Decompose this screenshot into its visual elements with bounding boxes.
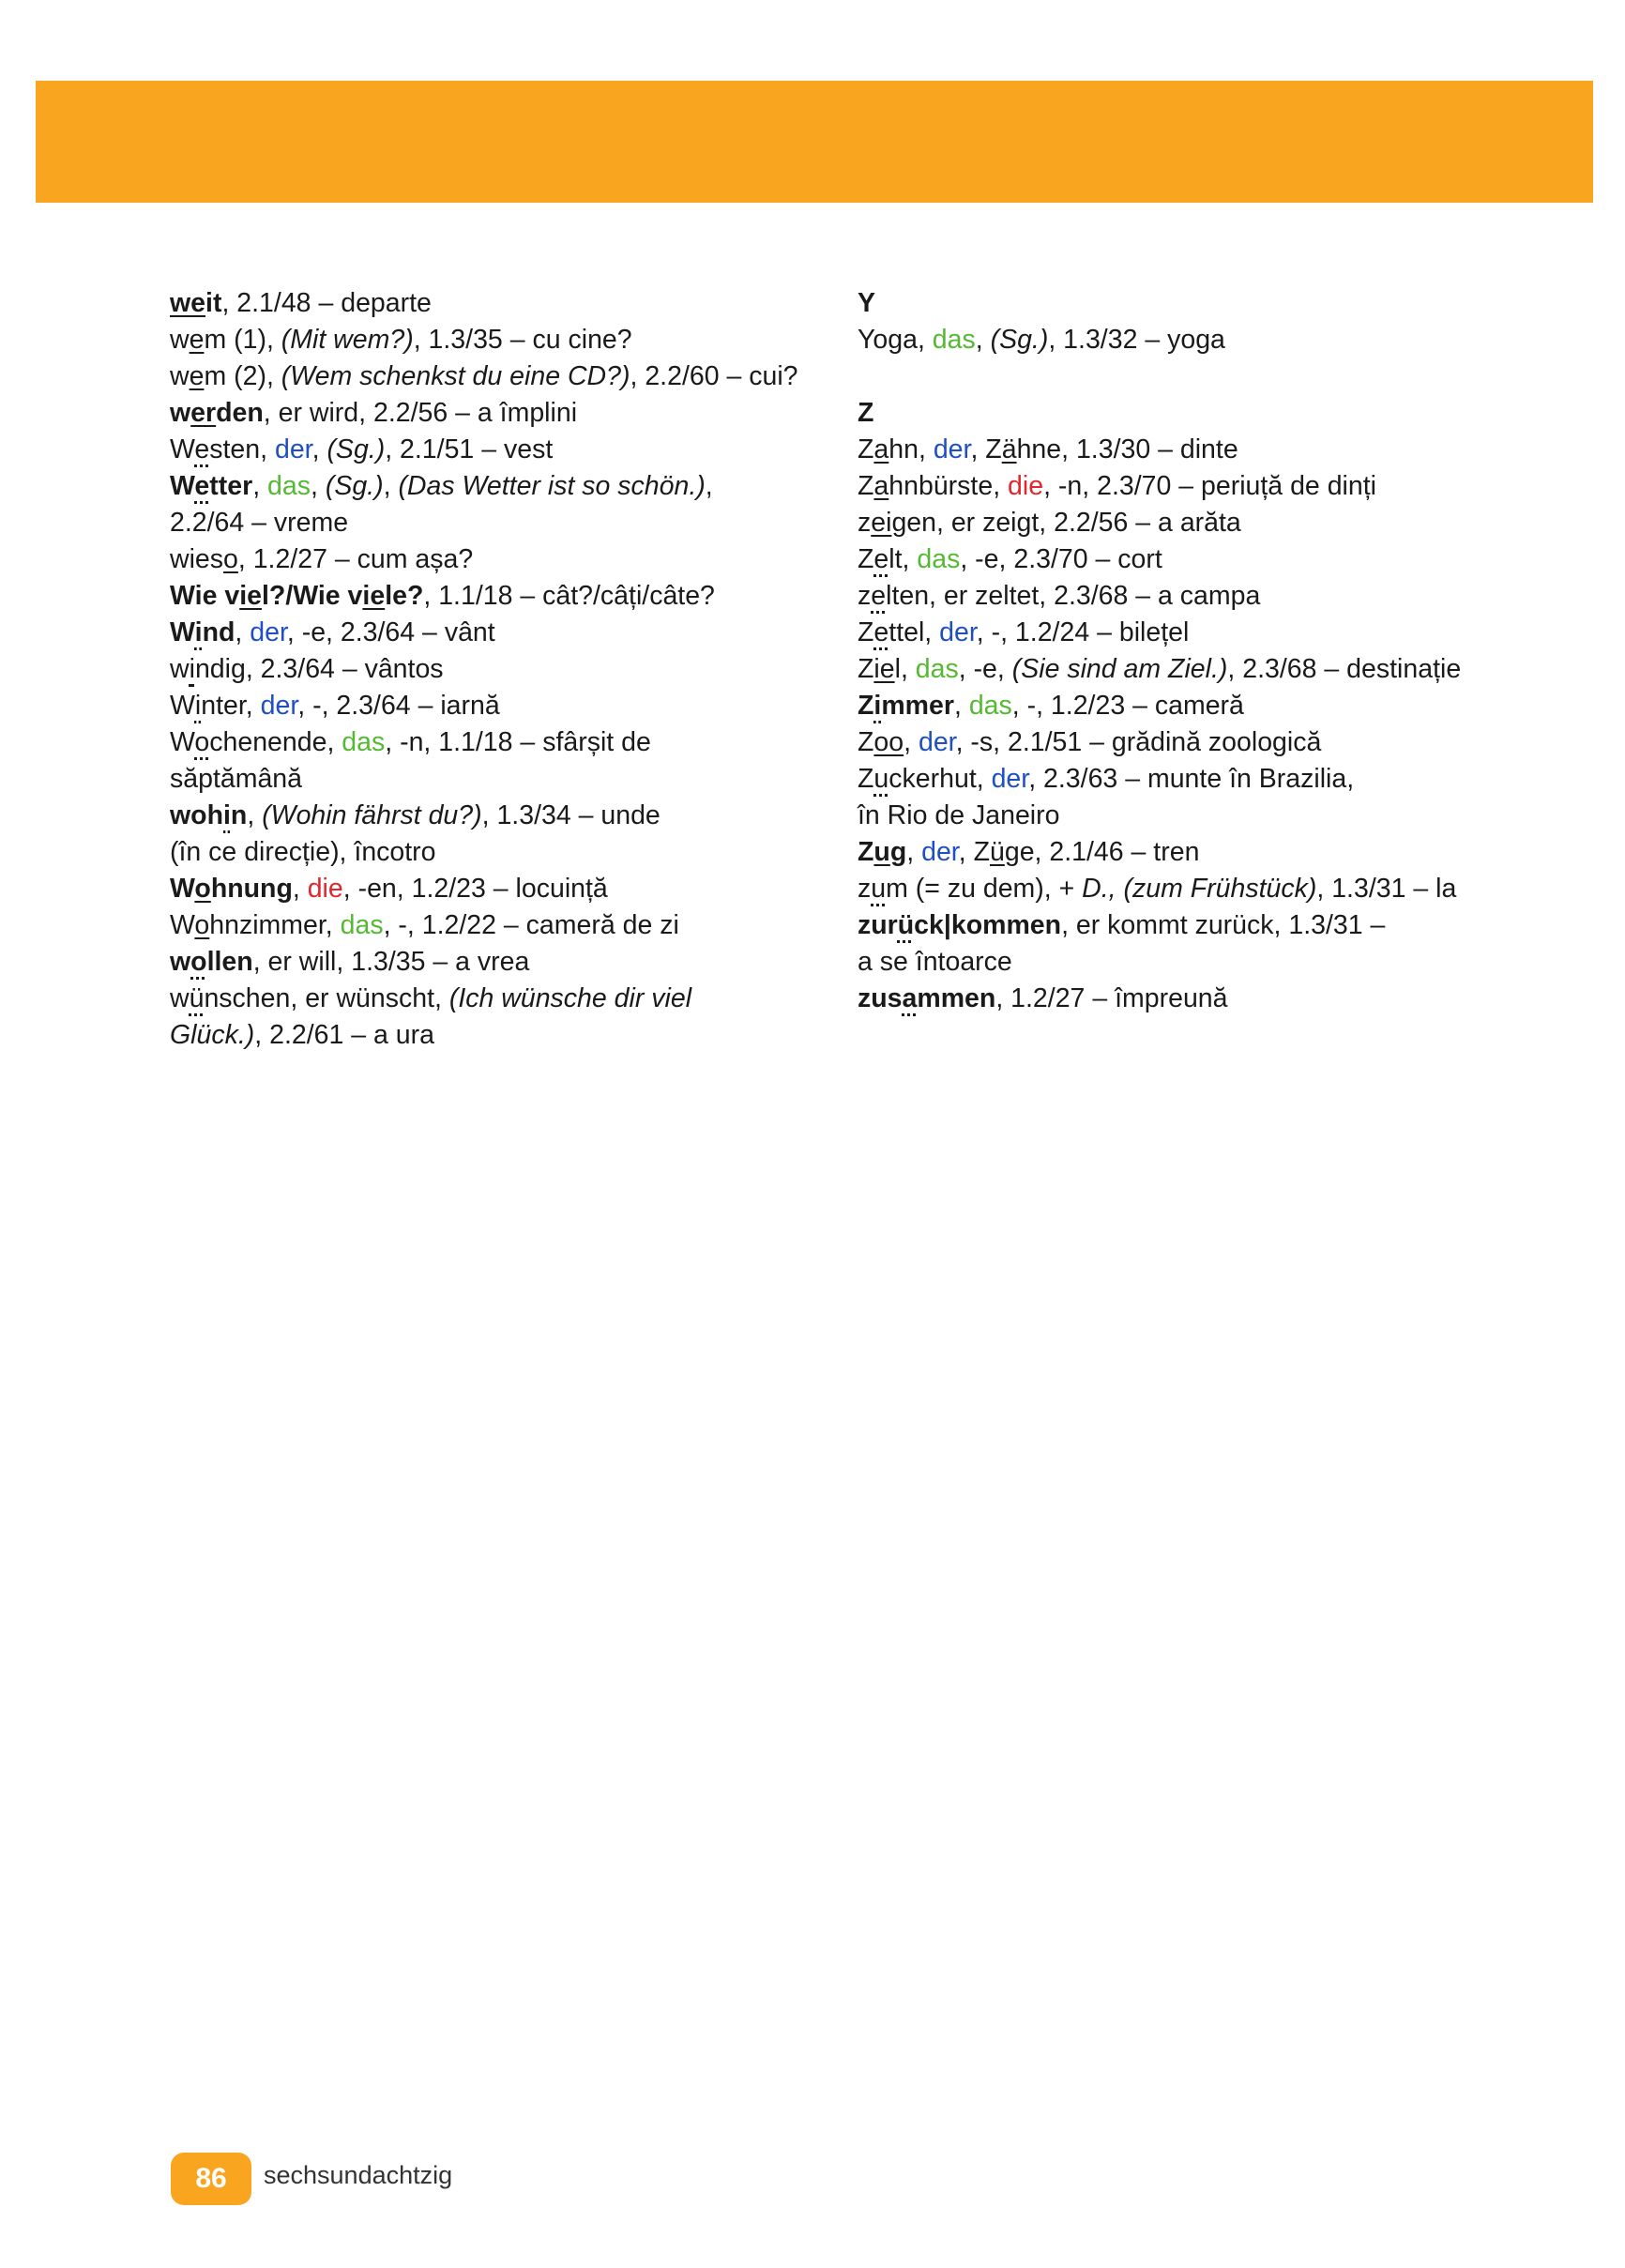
entry-text: , 2.2/61 – a ura	[254, 1020, 434, 1050]
headword-part: e	[194, 434, 210, 464]
entry-wohin	[170, 798, 827, 834]
entry-wuenschen	[170, 981, 827, 1017]
example-text: (Ich wünsche dir viel	[448, 983, 692, 1013]
entry-continuation	[170, 834, 827, 871]
headword-part: W	[170, 727, 195, 757]
entry-text: , 2.3/68 – destinație	[1227, 654, 1462, 684]
entry-text: lten, er zeltet, 2.3/68 – a campa	[886, 581, 1261, 611]
entry-text: , Z	[970, 434, 1002, 464]
section-letter: Y	[858, 288, 876, 318]
headword-part: a	[873, 434, 889, 464]
entry-text: ,	[235, 617, 251, 647]
headword-part: o	[190, 947, 207, 977]
headword-part: Z	[858, 434, 874, 464]
article-das: das	[267, 471, 311, 501]
headword-part: ü	[897, 910, 915, 940]
headword-part: W	[170, 910, 195, 940]
example-text: (Wem schenkst du eine CD?)	[281, 361, 630, 391]
headword-part: ckerhut,	[888, 764, 992, 794]
article-das: das	[915, 654, 959, 684]
entry-wetter	[170, 468, 827, 505]
entry-wem-1	[170, 322, 827, 358]
entry-wem-2	[170, 358, 827, 395]
entry-text: nschen, er wünscht,	[204, 983, 449, 1013]
entry-text: , Z	[958, 837, 990, 867]
article-das: das	[917, 544, 961, 574]
headword-part: tter	[209, 471, 253, 501]
headword-part: w	[170, 398, 191, 428]
headword-part: Z	[858, 691, 874, 721]
entry-text: , -n, 1.1/18 – sfârșit de	[385, 727, 651, 757]
headword	[858, 837, 906, 867]
headword-part: i	[194, 617, 203, 647]
entry-zuckerhut	[858, 761, 1571, 798]
article-der: der	[921, 837, 959, 867]
headword-part: wies	[170, 544, 224, 574]
entry-text: , 1.2/27 – împreună	[995, 983, 1228, 1013]
entry-text: , 2.1/48 – departe	[221, 288, 432, 318]
headword	[170, 398, 264, 428]
headword-part: o	[194, 874, 211, 904]
headword	[858, 910, 1061, 940]
headword-part: z	[858, 508, 872, 538]
headword-part: W	[170, 874, 195, 904]
article-der: der	[991, 764, 1029, 794]
article-das: das	[932, 325, 976, 355]
entry-weit	[170, 285, 827, 322]
entry-continuation	[170, 1017, 827, 1054]
entry-wie-viel	[170, 578, 827, 615]
headword-part: Z	[858, 764, 874, 794]
headword-part: nd	[202, 617, 235, 647]
article-der: der	[260, 691, 298, 721]
headword-part: e	[871, 581, 887, 611]
headword	[170, 288, 213, 318]
entry-ziel	[858, 651, 1571, 688]
entry-text: a se întoarce	[858, 947, 1012, 977]
entry-text: gen, er zeigt, 2.2/56 – a arăta	[891, 508, 1241, 538]
entry-text: ,	[904, 727, 919, 757]
entry-text: ä	[1001, 434, 1017, 464]
entry-zahn	[858, 432, 1571, 468]
entry-werden	[170, 395, 827, 432]
entry-text: , er kommt zurück, 1.3/31 –	[1061, 910, 1386, 940]
headword-part: l?/Wie v	[261, 581, 363, 611]
headword	[858, 691, 954, 721]
entry-text: , 2.3/63 – munte în Brazilia,	[1028, 764, 1355, 794]
entry-text: săptămână	[170, 764, 303, 794]
entry-continuation	[858, 798, 1571, 834]
page-number-word: sechsundachtzig	[264, 2161, 453, 2189]
headword-part: Z	[858, 544, 874, 574]
entry-zelten	[858, 578, 1571, 615]
entry-zettel	[858, 615, 1571, 651]
entry-yoga	[858, 322, 1571, 358]
example-text: (Sg.)	[325, 471, 384, 501]
entry-text: m (= zu dem), +	[886, 874, 1083, 904]
entry-text: , -n, 2.3/70 – periuță de dinți	[1043, 471, 1376, 501]
headword-part: Z	[858, 617, 874, 647]
headword-part: mmer	[881, 691, 954, 721]
entry-text: hne, 1.3/30 – dinte	[1016, 434, 1238, 464]
headword-part: llen	[206, 947, 253, 977]
headword-part: g	[889, 837, 907, 867]
entry-continuation	[170, 761, 827, 798]
headword-part: Z	[858, 654, 874, 684]
entry-text: ,	[247, 800, 263, 830]
headword-part: t	[212, 288, 222, 318]
headword-part: ei	[871, 508, 892, 538]
headword-part: w	[170, 654, 190, 684]
headword-part: woh	[170, 800, 223, 830]
headword-part: z	[858, 581, 872, 611]
entry-text: , 1.1/18 – cât?/câți/câte?	[423, 581, 715, 611]
headword-part: ie	[239, 581, 262, 611]
headword-part: Z	[858, 727, 874, 757]
headword-part: ie	[362, 581, 386, 611]
headword-part: ttel,	[888, 617, 940, 647]
entry-text: , er wird, 2.2/56 – a împlini	[263, 398, 578, 428]
headword-part: W	[170, 617, 195, 647]
entry-text: , 1.3/35 – cu cine?	[413, 325, 632, 355]
headword	[170, 471, 252, 501]
headword-part: i	[189, 654, 195, 684]
article-der: der	[939, 617, 977, 647]
headword-part: u	[873, 764, 889, 794]
headword-part: hnung	[210, 874, 293, 904]
entry-text: ,	[953, 691, 969, 721]
article-das: das	[340, 910, 384, 940]
dictionary-column-right	[858, 285, 1571, 1017]
headword	[170, 874, 293, 904]
letter-heading-z	[858, 395, 1571, 432]
entry-text: ,	[975, 325, 991, 355]
example-text: (Sg.)	[327, 434, 386, 464]
headword-part: hn,	[888, 434, 934, 464]
entry-text: , -en, 1.2/23 – locuință	[342, 874, 608, 904]
article-der: der	[250, 617, 287, 647]
headword-part: Z	[858, 471, 874, 501]
entry-text: ,	[383, 471, 399, 501]
headword-part: u	[873, 837, 890, 867]
entry-zeigen	[858, 505, 1571, 541]
headword-part: oo	[873, 727, 904, 757]
entry-continuation	[858, 944, 1571, 981]
headword-part: Wie v	[170, 581, 240, 611]
example-text: Glück.)	[170, 1020, 255, 1050]
entry-text: , 1.2/27 – cum așa?	[237, 544, 474, 574]
headword-part: le?	[385, 581, 424, 611]
entry-zelt	[858, 541, 1571, 578]
article-das: das	[968, 691, 1012, 721]
example-text: (Das Wetter ist so schön.)	[398, 471, 706, 501]
headword-part: sten,	[209, 434, 275, 464]
entry-text: m (2),	[204, 361, 281, 391]
entry-text: , -, 1.2/22 – cameră de zi	[383, 910, 679, 940]
example-text: (Sie sind am Ziel.)	[1011, 654, 1228, 684]
entry-zusammen	[858, 981, 1571, 1017]
headword	[170, 581, 423, 611]
entry-zug	[858, 834, 1571, 871]
headword-part: er	[190, 398, 217, 428]
entry-text: , er will, 1.3/35 – a vrea	[252, 947, 530, 977]
entry-text: , -, 1.2/23 – cameră	[1011, 691, 1244, 721]
headword	[170, 617, 235, 647]
entry-wieso	[170, 541, 827, 578]
headword	[858, 983, 995, 1013]
entry-winter	[170, 688, 827, 724]
entry-text: ndig, 2.3/64 – vântos	[194, 654, 444, 684]
headword-part: Yoga,	[858, 325, 933, 355]
example-text: (Sg.)	[990, 325, 1049, 355]
headword-part: o	[194, 910, 210, 940]
headword-part: mmen	[917, 983, 996, 1013]
entry-text: , 1.3/32 – yoga	[1048, 325, 1225, 355]
headword-part: e	[189, 361, 205, 391]
headword-part: w	[170, 947, 191, 977]
headword-part: n	[230, 800, 248, 830]
entry-westen	[170, 432, 827, 468]
headword-part: i	[223, 800, 231, 830]
entry-text: , -, 2.3/64 – iarnă	[297, 691, 500, 721]
example-text: D., (zum Frühstück)	[1082, 874, 1317, 904]
page-number-badge: 86	[171, 2153, 251, 2205]
entry-zoo	[858, 724, 1571, 761]
entry-text: în Rio de Janeiro	[858, 800, 1060, 830]
headword-part: hnbürste,	[888, 471, 1009, 501]
headword-part: W	[170, 471, 195, 501]
headword-part: i	[205, 288, 213, 318]
headword-part: we	[170, 288, 206, 318]
article-der: der	[918, 727, 956, 757]
entry-text: , 1.3/31 – la	[1316, 874, 1457, 904]
entry-text: ,	[906, 837, 922, 867]
headword-part: e	[873, 544, 889, 574]
entry-text: ,	[311, 434, 327, 464]
entry-zum	[858, 871, 1571, 907]
entry-text: ge, 2.1/46 – tren	[1004, 837, 1200, 867]
entry-text: , 2.1/51 – vest	[385, 434, 554, 464]
entry-zimmer	[858, 688, 1571, 724]
entry-zurueckkommen	[858, 907, 1571, 944]
entry-text: , 1.3/34 – unde	[481, 800, 661, 830]
entry-text: ,	[705, 471, 713, 501]
headword-part: lt,	[888, 544, 918, 574]
headword-part: z	[858, 874, 872, 904]
header-banner	[36, 81, 1593, 203]
headword-part: hnzimmer,	[209, 910, 341, 940]
headword-part: W	[170, 434, 195, 464]
section-letter: Z	[858, 398, 874, 428]
article-die: die	[307, 874, 343, 904]
entry-text: ü	[989, 837, 1005, 867]
entry-text: ,	[310, 471, 326, 501]
headword-part: ie	[873, 654, 895, 684]
entry-text: , -, 1.2/24 – bilețel	[976, 617, 1190, 647]
headword-part: u	[871, 874, 887, 904]
headword-part: o	[223, 544, 238, 574]
entry-wohnung	[170, 871, 827, 907]
headword	[170, 800, 247, 830]
entry-wind	[170, 615, 827, 651]
headword-part: e	[194, 471, 210, 501]
article-der: der	[274, 434, 312, 464]
article-der: der	[933, 434, 971, 464]
spacer	[858, 358, 1571, 395]
entry-text: , -e, 2.3/70 – cort	[960, 544, 1162, 574]
entry-text: , 2.2/60 – cui?	[630, 361, 798, 391]
headword-part: o	[194, 727, 210, 757]
headword-part: W	[170, 691, 195, 721]
article-das: das	[342, 727, 386, 757]
headword-part: w	[170, 983, 190, 1013]
entry-text: , -e, 2.3/64 – vânt	[286, 617, 495, 647]
entry-text: , -s, 2.1/51 – grădină zoologică	[955, 727, 1322, 757]
headword-part: zus	[858, 983, 903, 1013]
headword	[170, 947, 253, 977]
entry-text: , -e,	[958, 654, 1012, 684]
entry-wochenende	[170, 724, 827, 761]
headword-part: ck|kommen	[914, 910, 1062, 940]
headword-part: l,	[894, 654, 916, 684]
entry-windig	[170, 651, 827, 688]
entry-text: ,	[252, 471, 268, 501]
headword-part: i	[194, 691, 202, 721]
entry-wollen	[170, 944, 827, 981]
article-die: die	[1008, 471, 1044, 501]
entry-continuation	[170, 505, 827, 541]
example-text: (Wohin fährst du?)	[262, 800, 482, 830]
headword-part: zur	[858, 910, 898, 940]
entry-zahnbuerste	[858, 468, 1571, 505]
headword-part: ü	[189, 983, 205, 1013]
headword-part: Z	[858, 837, 874, 867]
example-text: (Mit wem?)	[281, 325, 414, 355]
headword-part: den	[216, 398, 264, 428]
headword-part: a	[902, 983, 918, 1013]
headword-part: w	[170, 361, 190, 391]
entry-text: ,	[292, 874, 308, 904]
entry-text: m (1),	[204, 325, 281, 355]
headword-part: chenende,	[209, 727, 342, 757]
headword-part: e	[873, 617, 889, 647]
headword-part: nter,	[201, 691, 261, 721]
entry-wohnzimmer	[170, 907, 827, 944]
headword-part: w	[170, 325, 190, 355]
entry-text: 2.2/64 – vreme	[170, 508, 349, 538]
letter-heading-y	[858, 285, 1571, 322]
headword-part: e	[189, 325, 205, 355]
dictionary-column-left	[170, 285, 827, 1054]
headword-part: i	[873, 691, 882, 721]
entry-text: (în ce direcție), încotro	[170, 837, 436, 867]
headword-part: a	[873, 471, 889, 501]
